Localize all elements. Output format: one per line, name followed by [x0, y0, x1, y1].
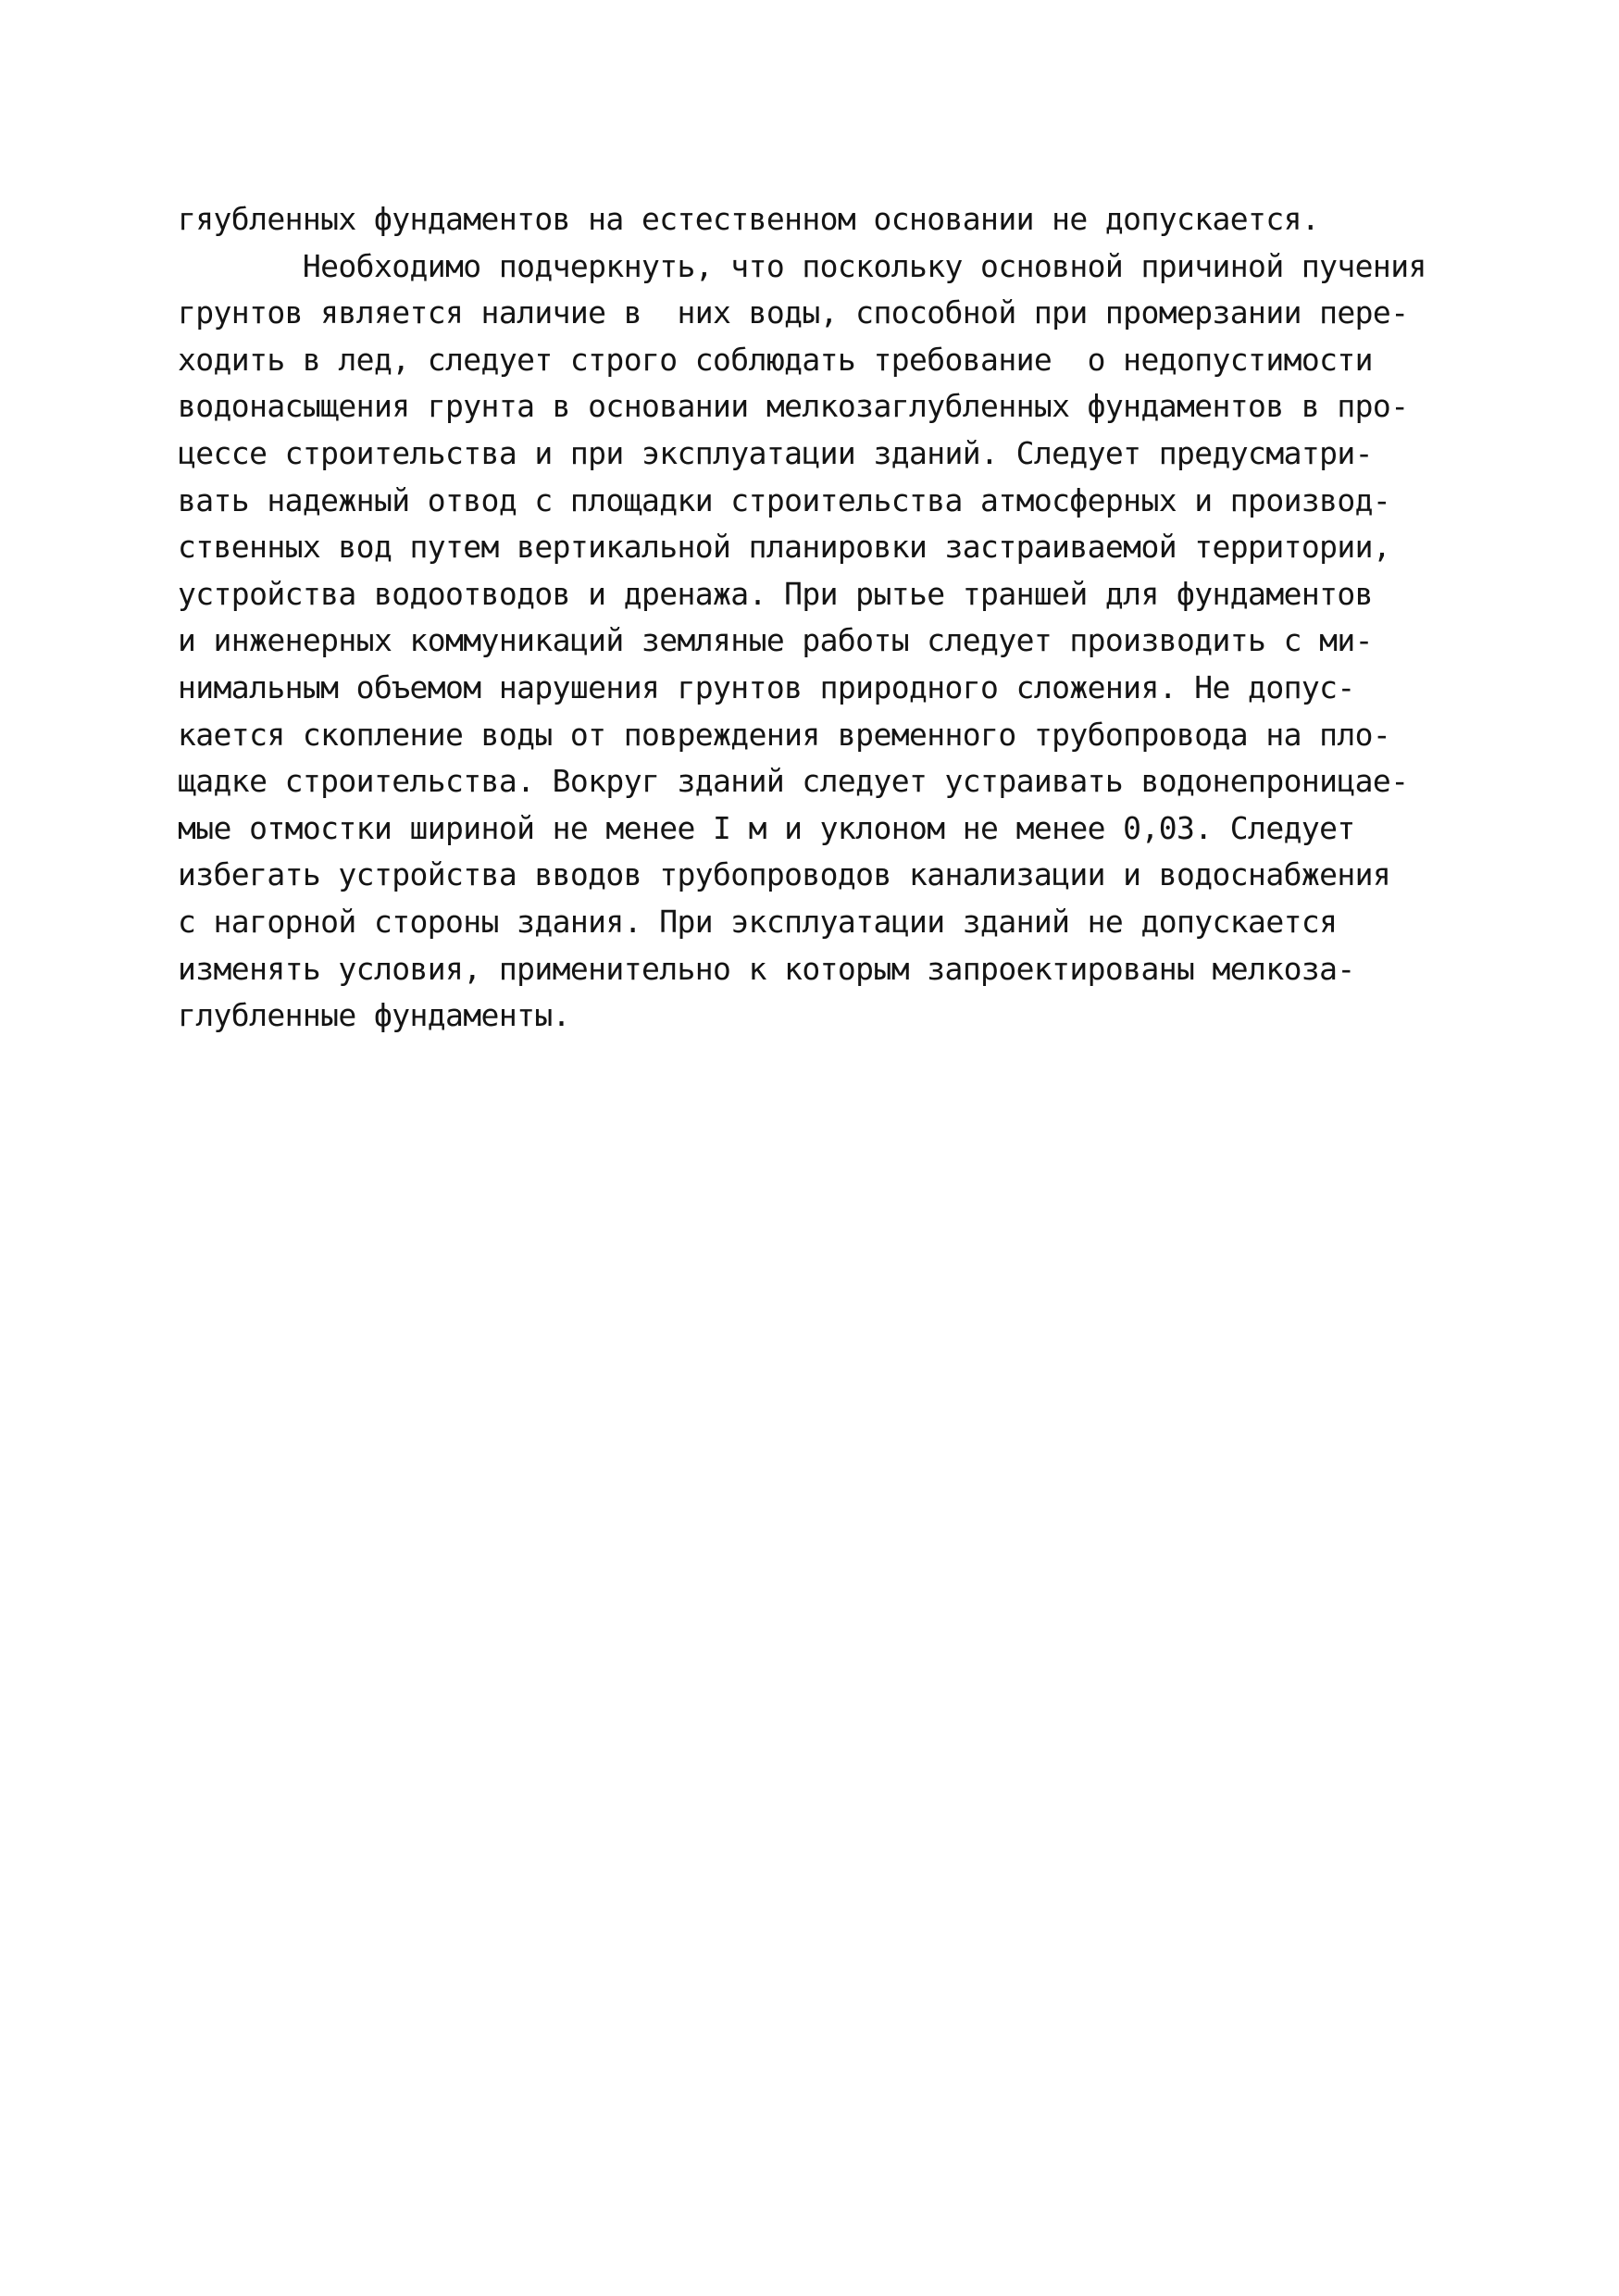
text-line: водонасыщения грунта в основании мелкозаглубленных фундаментов в про- — [178, 388, 1409, 425]
text-line: щадке строительства. Вокруг зданий следует устраивать водонепроницае- — [178, 763, 1409, 800]
text-line: нимальным объемом нарушения грунтов природного сложения. Не допус- — [178, 668, 1355, 705]
text-line: вать надежный отвод с площадки строительства атмосферных и производ- — [178, 481, 1391, 518]
text-line: кается скопление воды от повреждения временного трубопровода на пло- — [178, 716, 1391, 753]
text-line: устройства водоотводов и дренажа. При рытье траншей для фундаментов — [178, 575, 1373, 612]
text-line: и инженерных коммуникаций земляные работы следует производить с ми- — [178, 622, 1373, 659]
text-line: с нагорной стороны здания. При эксплуатации зданий не допускается — [178, 903, 1338, 940]
text-line: мые отмостки шириной не менее I м и уклоном не менее 0,03. Следует — [178, 809, 1355, 846]
text-line: цессе строительства и при эксплуатации зданий. Следует предусматри- — [178, 434, 1373, 471]
text-line: глубленные фундаменты. — [178, 997, 570, 1034]
text-line: грунтов является наличие в них воды, способной при промерзании пере- — [178, 294, 1409, 331]
text-line: Необходимо подчеркнуть, что поскольку основной причиной пучения — [178, 247, 1426, 284]
text-line: ходить в лед, следует строго соблюдать требование о недопустимости — [178, 341, 1373, 378]
text-line: гяубленных фундаментов на естественном основании не допускается. — [178, 201, 1320, 237]
body-text — [178, 196, 1520, 1040]
text-line: ственных вод путем вертикальной планировки застраиваемой территории, — [178, 529, 1391, 566]
text-line: изменять условия, применительно к которым запроектированы мелкоза- — [178, 950, 1355, 987]
text-line: избегать устройства вводов трубопроводов канализации и водоснабжения — [178, 856, 1391, 893]
